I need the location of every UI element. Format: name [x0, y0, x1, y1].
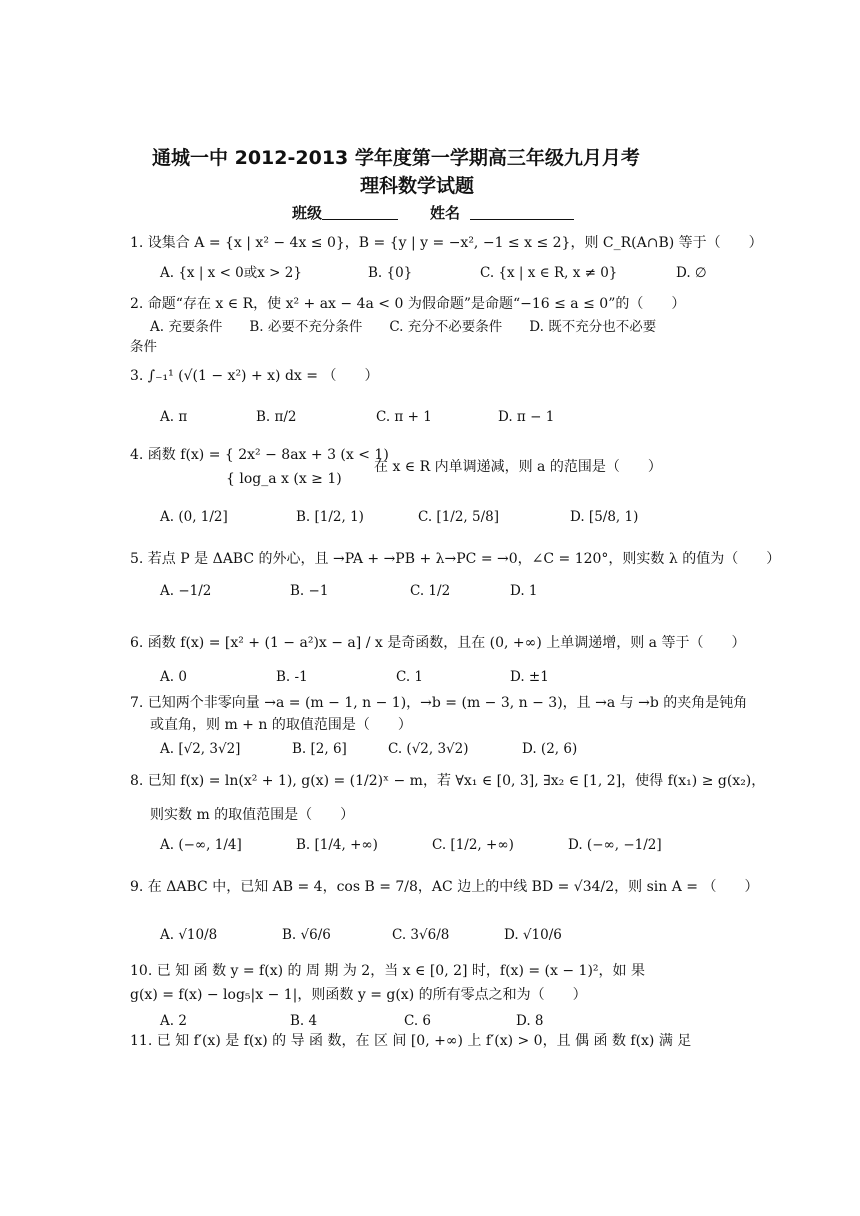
question-4-stem-line1: 4. 函数 f(x) = { 2x² − 8ax + 3 (x < 1) [130, 447, 389, 463]
question-8-stem: 8. 已知 f(x) = ln(x² + 1), g(x) = (1/2)ˣ − m，若 ∀x₁ ∈ [0, 3], ∃x₂ ∈ [1, 2]，使得 f(x₁) ≥ g(x₂)， [130, 773, 766, 789]
question-10-option-d: D. 8 [516, 1013, 544, 1029]
question-7-option-a: A. [√2, 3√2] [160, 741, 241, 757]
name-label: 姓名 [430, 204, 461, 222]
question-2-options-wrap: 条件 [130, 339, 157, 355]
question-10-stem-wrap: g(x) = f(x) − log₅|x − 1|，则函数 y = g(x) 的所有零点之和为（ ） [130, 987, 587, 1003]
question-5-option-d: D. 1 [510, 583, 538, 599]
question-8-stem-wrap: 则实数 m 的取值范围是（ ） [150, 807, 355, 823]
name-field [430, 204, 574, 222]
question-1-option-d: D. ∅ [676, 265, 707, 281]
question-4-option-a: A. (0, 1/2] [160, 509, 228, 525]
page-title: 通城一中 2012-2013 学年度第一学期高三年级九月月考 [152, 147, 640, 169]
question-6-option-d: D. ±1 [510, 669, 549, 685]
question-6-option-c: C. 1 [396, 669, 424, 685]
question-3-option-a: A. π [160, 409, 188, 425]
class-blank[interactable] [322, 205, 398, 220]
question-3-option-b: B. π/2 [256, 409, 297, 425]
question-9-option-a: A. √10/8 [160, 927, 218, 943]
question-8-option-a: A. (−∞, 1/4] [160, 837, 242, 853]
question-3-option-c: C. π + 1 [376, 409, 432, 425]
class-field [292, 204, 398, 222]
class-label: 班级 [292, 204, 323, 222]
question-10-option-a: A. 2 [160, 1013, 187, 1029]
question-5-option-b: B. −1 [290, 583, 329, 599]
question-10-option-c: C. 6 [404, 1013, 432, 1029]
question-10-option-b: B. 4 [290, 1013, 318, 1029]
question-7-option-b: B. [2, 6] [292, 741, 347, 757]
question-8-option-b: B. [1/4, +∞) [296, 837, 378, 853]
question-9-stem: 9. 在 ΔABC 中，已知 AB = 4，cos B = 7/8，AC 边上的中线 BD = √34/2，则 sin A = （ ） [130, 879, 759, 895]
question-7-stem-wrap: 或直角，则 m + n 的取值范围是（ ） [150, 717, 412, 733]
question-11-stem: 11. 已 知 f′(x) 是 f(x) 的 导 函 数，在 区 间 [0, +∞) 上 f′(x) > 0，且 偶 函 数 f(x) 满 足 [130, 1033, 692, 1049]
question-5-option-c: C. 1/2 [410, 583, 451, 599]
question-1-option-b: B. {0} [368, 265, 413, 281]
question-8-option-d: D. (−∞, −1/2] [568, 837, 662, 853]
question-2-options: A. 充要条件 B. 必要不充分条件 C. 充分不必要条件 D. 既不充分也不必要 [150, 319, 657, 335]
question-9-option-b: B. √6/6 [282, 927, 331, 943]
question-1-option-c: C. {x | x ∈ R, x ≠ 0} [480, 265, 618, 281]
question-2-stem: 2. 命题“存在 x ∈ R，使 x² + ax − 4a < 0 为假命题”是命题“−16 ≤ a ≤ 0”的（ ） [130, 296, 686, 312]
question-1-option-a: A. {x | x < 0或x > 2} [160, 265, 302, 281]
question-6-option-a: A. 0 [160, 669, 187, 685]
question-10-stem: 10. 已 知 函 数 y = f(x) 的 周 期 为 2，当 x ∈ [0, 2] 时，f(x) = (x − 1)²，如 果 [130, 963, 645, 979]
question-7-option-c: C. (√2, 3√2) [388, 741, 469, 757]
question-8-option-c: C. [1/2, +∞) [432, 837, 514, 853]
question-7-option-d: D. (2, 6) [522, 741, 578, 757]
question-9-option-c: C. 3√6/8 [392, 927, 450, 943]
question-5-stem: 5. 若点 P 是 ΔABC 的外心，且 →PA + →PB + λ→PC = →0，∠C = 120°，则实数 λ 的值为（ ） [130, 551, 781, 567]
question-9-option-d: D. √10/6 [504, 927, 562, 943]
page-subtitle: 理科数学试题 [360, 175, 475, 197]
question-4-option-b: B. [1/2, 1) [296, 509, 364, 525]
question-3-option-d: D. π − 1 [498, 409, 555, 425]
question-1-stem: 1. 设集合 A = {x | x² − 4x ≤ 0}，B = {y | y = −x², −1 ≤ x ≤ 2}，则 C_R(A∩B) 等于（ ） [130, 235, 763, 251]
question-6-option-b: B. -1 [276, 669, 308, 685]
question-3-stem: 3. ∫₋₁¹ (√(1 − x²) + x) dx = （ ） [130, 368, 379, 384]
question-6-stem: 6. 函数 f(x) = [x² + (1 − a²)x − a] / x 是奇函数，且在 (0, +∞) 上单调递增，则 a 等于（ ） [130, 635, 746, 651]
question-5-option-a: A. −1/2 [160, 583, 212, 599]
question-7-stem: 7. 已知两个非零向量 →a = (m − 1, n − 1)，→b = (m − 3, n − 3)，且 →a 与 →b 的夹角是钝角 [130, 695, 748, 711]
question-4-option-c: C. [1/2, 5/8] [418, 509, 499, 525]
question-4-stem-tail: 在 x ∈ R 内单调递减，则 a 的范围是（ ） [374, 459, 662, 475]
name-blank[interactable] [470, 205, 574, 220]
question-4-stem-line2: { log_a x (x ≥ 1) [226, 471, 342, 487]
question-4-option-d: D. [5/8, 1) [570, 509, 639, 525]
